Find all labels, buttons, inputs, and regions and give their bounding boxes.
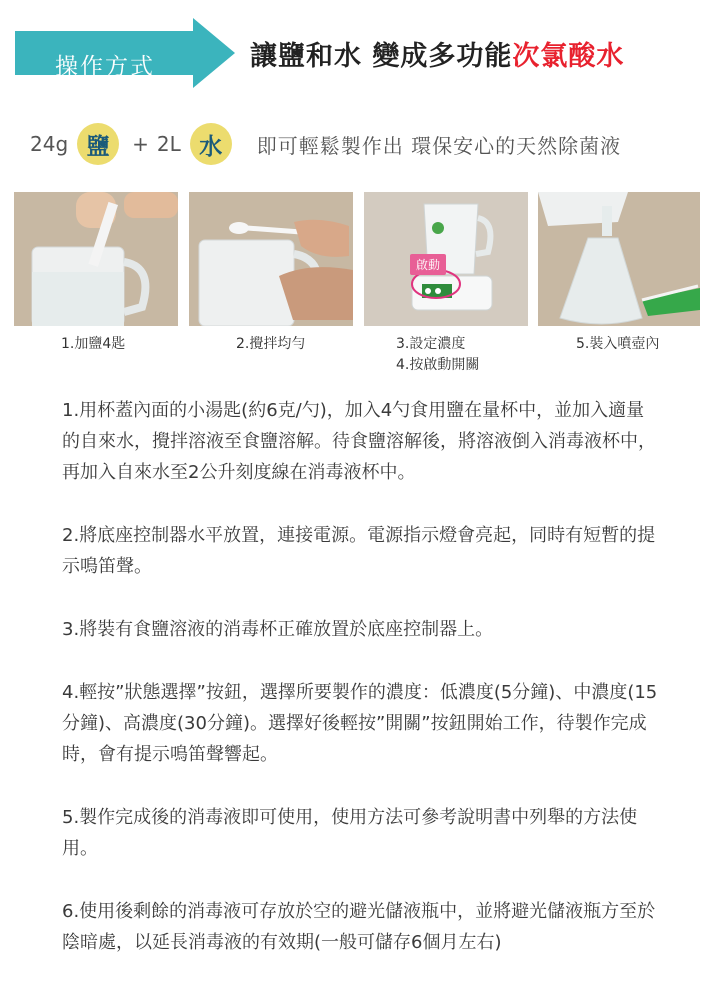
title-accent: 次氯酸水 [512, 41, 625, 72]
photo-strip [14, 192, 700, 373]
salt-quantity: 24g [30, 132, 69, 156]
section-banner [15, 18, 235, 88]
instruction-list [62, 395, 662, 990]
photo-add-salt [14, 192, 178, 326]
instruction-step: 5.製作完成後的消毒液即可使用，使用方法可參考說明書中列舉的方法使用。 [62, 807, 638, 859]
caption-set-concentration: 3.設定濃度 [396, 336, 466, 352]
plus-sign: + [132, 132, 149, 156]
instruction-step: 1.用杯蓋內面的小湯匙(約6克/勺)，加入4勺食用鹽在量杯中，並加入適量的自來水，攪拌溶液至食鹽溶解。待食鹽溶解後，將溶液倒入消毒液杯中，再加入自來水至2公升刻度線在消毒液杯中。 [62, 400, 656, 483]
water-circle: 水 [190, 123, 232, 165]
measuring-cup-with-spoon-illustration [14, 192, 178, 326]
caption-stir: 2.攪拌均勻 [236, 336, 306, 352]
stirring-cup-illustration [189, 192, 353, 326]
photo-stir [189, 192, 353, 326]
photo-spray-bottle [538, 192, 700, 326]
salt-circle: 鹽 [77, 123, 119, 165]
water-quantity: 2L [156, 132, 181, 156]
instruction-step: 2.將底座控制器水平放置，連接電源。電源指示燈會亮起，同時有短暫的提示鳴笛聲。 [62, 525, 656, 577]
banner-label: 操作方式 [55, 54, 155, 80]
formula-line [30, 122, 621, 166]
instruction-step: 3.將裝有食鹽溶液的消毒杯正確放置於底座控制器上。 [62, 619, 494, 640]
instruction-step: 6.使用後剩餘的消毒液可存放於空的避光儲液瓶中，並將避光儲液瓶方至於陰暗處，以延長消毒液的有效期(一般可儲存6個月左右) [62, 901, 656, 953]
caption-fill-bottle: 5.裝入噴壺內 [576, 336, 660, 352]
caption-press-start: 4.按啟動開關 [396, 357, 480, 373]
caption-add-salt: 1.加鹽4匙 [61, 336, 126, 352]
spray-bottle-pouring-illustration [538, 192, 700, 326]
start-badge: 啟動 [410, 254, 446, 275]
formula-description: 即可輕鬆製作出 環保安心的天然除菌液 [256, 133, 622, 158]
photo-device [364, 192, 528, 326]
title-main: 讓鹽和水 變成多功能 [250, 41, 513, 72]
page-title [250, 34, 624, 73]
instruction-step: 4.輕按”狀態選擇”按鈕，選擇所要製作的濃度：低濃度(5分鐘)、中濃度(15分鐘)、高濃度(30分鐘)。選擇好後輕按”開關”按鈕開始工作，待製作完成時，會有提示鳴笛聲響起。 [62, 682, 658, 765]
